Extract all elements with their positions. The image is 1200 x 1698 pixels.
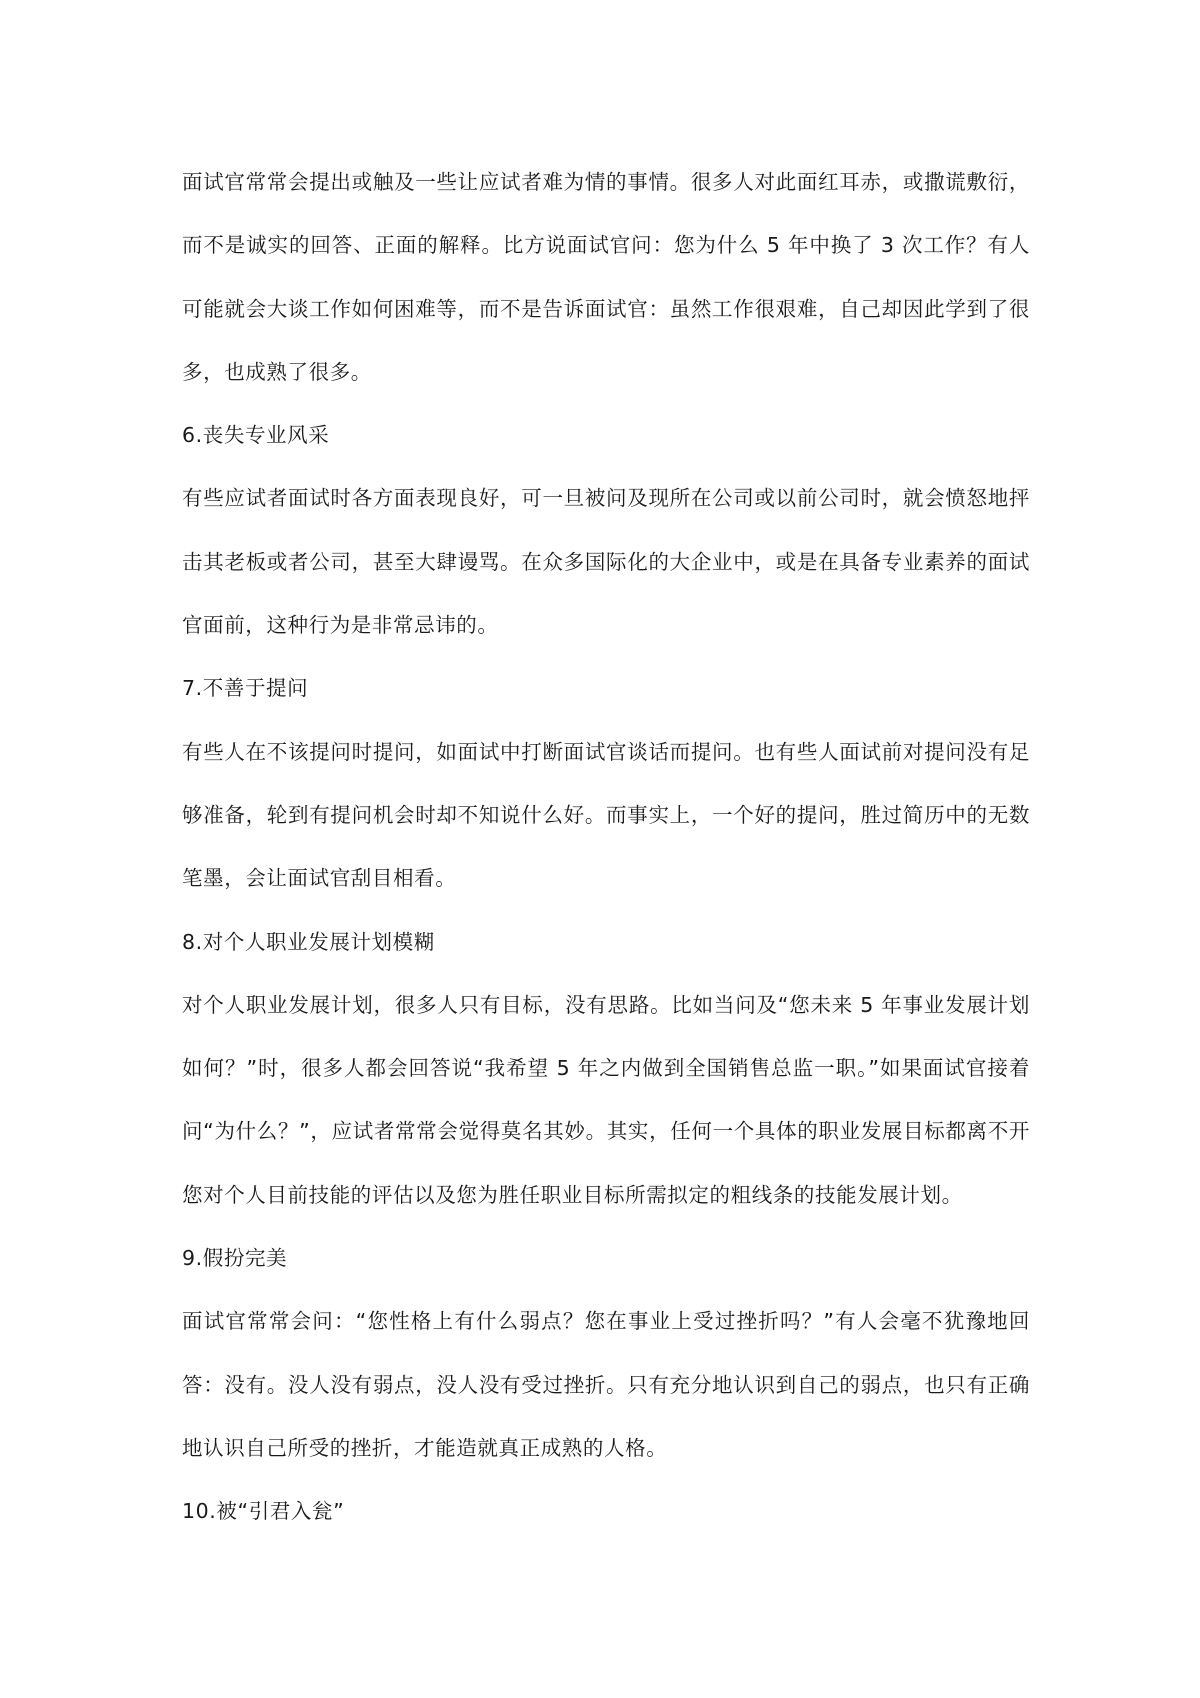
section-heading-7: 7.不善于提问 bbox=[182, 676, 309, 701]
paragraph-questions: 有些人在不该提问时提问，如面试中打断面试官谈话而提问。也有些人面试前对提问没有足够准备，轮到有提问机会时却不知说什么好。而事实上，一个好的提问，胜过简历中的无数笔墨，会让面试官刮目相看。 bbox=[182, 739, 1030, 891]
section-heading-10: 10.被“引君入瓮” bbox=[182, 1499, 345, 1524]
document-body bbox=[182, 151, 1030, 1544]
paragraph-professionalism: 有些应试者面试时各方面表现良好，可一旦被问及现所在公司或以前公司时，就会愤怒地抨击其老板或者公司，甚至大肆谩骂。在众多国际化的大企业中，或是在具备专业素养的面试官面前，这种行为是非常忌讳的。 bbox=[182, 486, 1030, 638]
section-heading-6: 6.丧失专业风采 bbox=[182, 423, 330, 448]
paragraph-perfection: 面试官常常会问：“您性格上有什么弱点？您在事业上受过挫折吗？”有人会毫不犹豫地回答：没有。没人没有弱点，没人没有受过挫折。只有充分地认识到自己的弱点，也只有正确地认识自己所受的挫折，才能造就真正成熟的人格。 bbox=[182, 1309, 1030, 1460]
paragraph-career-plan: 对个人职业发展计划，很多人只有目标，没有思路。比如当问及“您未来 5 年事业发展计划如何？”时，很多人都会回答说“我希望 5 年之内做到全国销售总监一职。”如果面试官接着问“为什么？”，应试者常常会觉得莫名其妙。其实，任何一个具体的职业发展目标都离不开您对个人目前技能的评估以及您为胜任职业目标所需拟定的粗线条的技能发展计划。 bbox=[182, 992, 1030, 1207]
section-heading-9: 9.假扮完美 bbox=[182, 1246, 288, 1271]
paragraph-embarrassing-questions: 面试官常常会提出或触及一些让应试者难为情的事情。很多人对此面红耳赤，或撒谎敷衍，而不是诚实的回答、正面的解释。比方说面试官问：您为什么 5 年中换了 3 次工作？有人可能就会大谈工作如何困难等，而不是告诉面试官：虽然工作很艰难，自己却因此学到了很多，也成熟了很多。 bbox=[182, 170, 1030, 384]
section-heading-8: 8.对个人职业发展计划模糊 bbox=[182, 929, 435, 954]
